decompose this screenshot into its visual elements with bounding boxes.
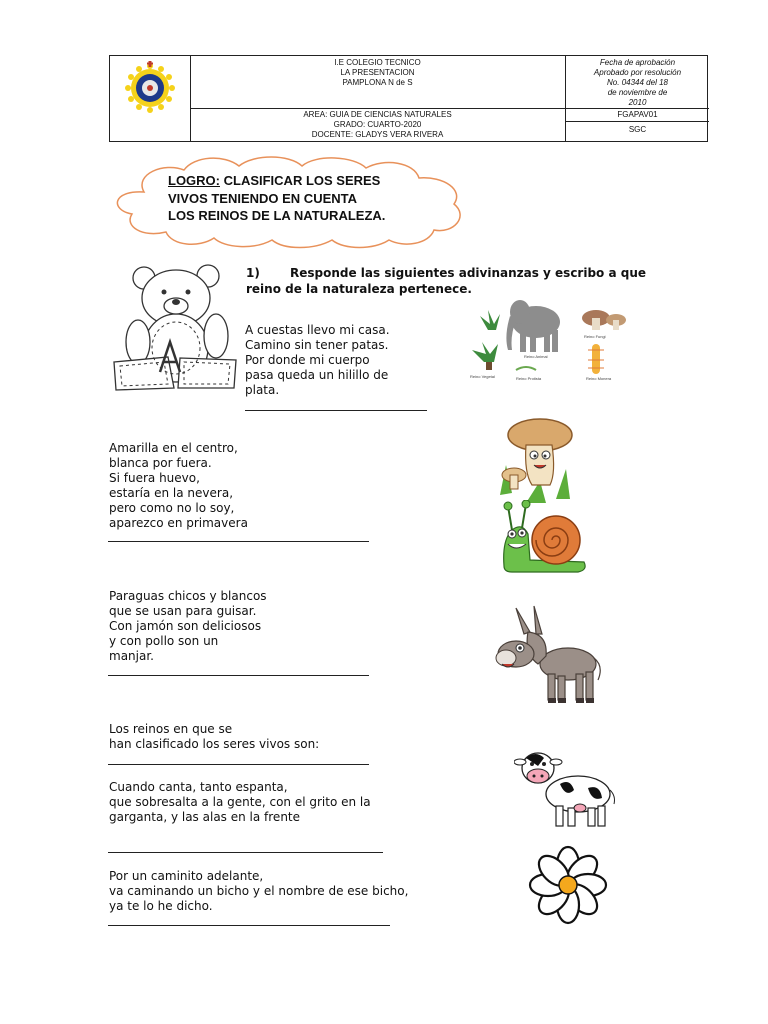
kingdom-label-protista: Reino Protista (516, 376, 542, 381)
riddle-5: Cuando canta, tanto espanta, que sobresalta a la gente, con el grito en la garganta, y las alas en la frente (109, 780, 371, 824)
kingdom-label-animal: Reino Animal (524, 354, 548, 359)
mushroom-icon (582, 310, 626, 330)
document-code: FGAPAV01 (617, 110, 658, 119)
school-name: I.E COLEGIO TECNICO LA PRESENTACION PAMPLONA N de S (334, 58, 421, 87)
header-table (109, 55, 708, 142)
teddy-bear-image (108, 262, 238, 394)
cow-image (514, 748, 618, 832)
kingdom-label-fungi: Reino Fungi (584, 334, 606, 339)
riddle-6: Por un caminito adelante, va caminando un bicho y el nombre de ese bicho, ya te lo he dicho. (109, 869, 409, 913)
riddle-1: A cuestas llevo mi casa. Camino sin tener patas. Por donde mi cuerpo pasa queda un hilillo de plata. (245, 323, 390, 397)
sgc-label: SGC (628, 125, 647, 134)
answer-line-4[interactable] (108, 764, 369, 765)
elephant-icon (506, 300, 560, 352)
school-logo (118, 60, 178, 114)
logro-text: LOGRO: CLASIFICAR LOS SERES VIVOS TENIENDO EN CUENTA LOS REINOS DE LA NATURALEZA. (168, 173, 386, 223)
plant-icon (472, 310, 500, 370)
donkey-image (494, 604, 604, 708)
answer-line-1[interactable] (245, 410, 427, 411)
microorganism-icon (516, 344, 604, 374)
kingdom-label-vegetal: Reino Vegetal (470, 374, 495, 379)
course-info: AREA: GUIA DE CIENCIAS NATURALES GRADO: CUARTO-2020 DOCENTE: GLADYS VERA RIVERA (303, 110, 452, 139)
kingdom-label-monera: Reino Monera (586, 376, 612, 381)
kingdoms-illustration (464, 292, 634, 392)
answer-line-3[interactable] (108, 675, 369, 676)
snail-image (498, 500, 590, 576)
riddle-3: Paraguas chicos y blancos que se usan para guisar. Con jamón son deliciosos y con pollo son un manjar. (109, 589, 267, 663)
riddle-2: Amarilla en el centro, blanca por fuera. Si fuera huevo, estaría en la nevera, pero como no lo soy, aparezco en primavera (109, 441, 248, 530)
answer-line-2[interactable] (108, 541, 369, 542)
daisy-image (518, 844, 618, 926)
riddle-4: Los reinos en que se han clasificado los seres vivos son: (109, 722, 320, 751)
task-instruction: 1) Responde las siguientes adivinanzas y escribo a que reino de la naturaleza pertenece. (246, 266, 647, 296)
answer-line-6[interactable] (108, 925, 390, 926)
mushroom-image (496, 415, 576, 505)
logro-label: LOGRO: (168, 173, 220, 188)
approval-info: Fecha de aprobación Aprobado por resolución No. 04344 del 18 de noviembre de 2010 (593, 58, 682, 107)
answer-line-5[interactable] (108, 852, 383, 853)
